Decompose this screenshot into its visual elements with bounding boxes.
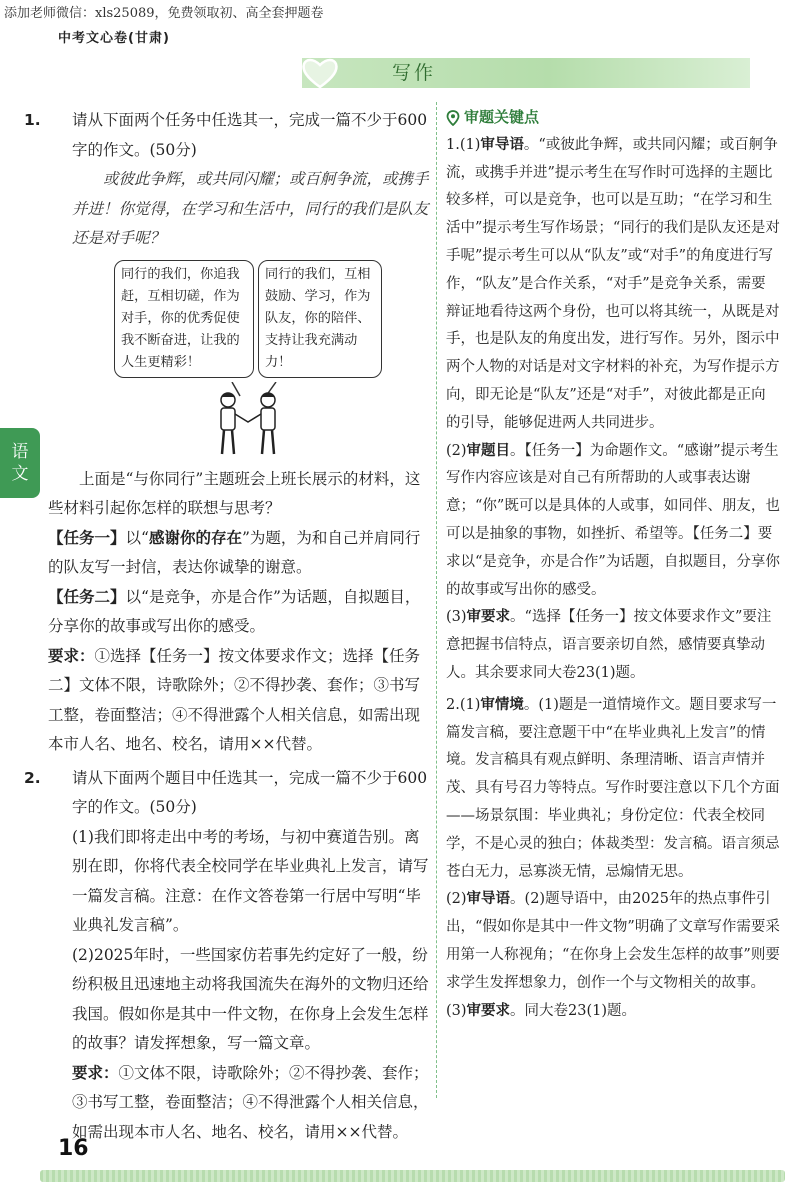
handshake-students-illustration [188,382,308,458]
key-points-title: 审题关键点 [464,108,540,126]
analysis-2-1 [446,692,780,887]
analysis-text: 。(1)题是一道情境作文。题目要求写一篇发言稿，要注意题干中“在毕业典礼上发言”的情境。发言稿具有观点鲜明、条理清晰、语言声情并茂、具有号召力等特点。写作时要注意以下几个方面——场景氛围：毕业典礼；身份定位：代表全校同学，不是心灵的独白；体裁类型：发言稿。语言须忌苍白无力，忌寡淡无情，忌煽情无思。 [446,696,780,880]
q2-req-text: ①文体不限，诗歌除外；②不得抄袭、套作；③书写工整，卷面整洁；④不得泄露个人相关信息，如需出现本市人名、地名、校名，请用××代替。 [72,1063,429,1141]
questions-column [24,106,430,1147]
section-title: 写作 [392,62,437,84]
task-one-text-b: ”为题，为和自己并肩同行的队友写一封信，表达你诚挚的谢意。 [48,528,421,576]
analysis-text: 。“或彼此争辉，或共同闪耀；或百舸争流，或携手并进”提示考生在写作时可选择的主题比较多样，可以是竞争，也可以是互助；“在学习和生活中”提示考生写作场景；“同行的我们是队友还是对手呢”提示考生可以从“队友”或“对手”的角度进行写作，“队友”是合作关系，“对手”是竞争关系，需要辩证地看待这两个身份，也可以将其统一，从既是对手，也是队友的角度出发，进行写作。另外，图示中两个人物的对话是对文字材料的补充，为写作提示方向，即无论是“队友”还是“对手”，对彼此都是正向的引导，能够促进两人共同进步。 [446,136,780,431]
q1-handwritten-text: 或彼此争辉，或共同闪耀；或百舸争流，或携手并进！你觉得，在学习和生活中，同行的我们是队友还是对手呢？ [72,170,429,247]
analysis-lead: (2) [446,891,467,908]
key-points-heading [446,104,780,132]
page-number: 16 [58,1136,89,1161]
analysis-column [446,104,780,1025]
q2-prompt-text: 请从下面两个题目中任选其一，完成一篇不少于600字的作文。(50分) [72,768,428,816]
q2-requirements [48,1059,430,1148]
q2-req-label: 要求： [72,1063,119,1082]
task-two-text: 以“是竞争，亦是合作”为话题，自拟题目，分享你的故事或写出你的感受。 [48,587,421,635]
task-two-tag: 【任务二】 [48,587,126,606]
analysis-label: 审情境 [480,696,524,713]
section-header-bar [302,58,750,88]
footer-bar [40,1170,785,1182]
analysis-lead: 1.(1) [446,136,481,153]
q1-task-one [48,524,430,583]
watermark-text: 添加老师微信：xls25089，免费领取初、高全套押题卷 [4,6,324,21]
side-tab-char: 文 [11,464,29,484]
q1-req-label: 要求： [48,646,95,665]
q1-prompt [24,106,430,165]
analysis-text: 。【任务一】为命题作文。“感谢”提示考生写作内容应该是对自己有所帮助的人或事表达谢意；“你”既可以是具体的人或事，如同伴、朋友，也可以是抽象的事物，如挫折、希望等。【任务二】要求以“是竞争，亦是合作”为话题，自拟题目，分享你的故事或写出你的感受。 [446,442,780,598]
side-tab-char: 语 [11,442,29,462]
q2-option-two: (2)2025年时，一些国家仿若事先约定好了一般，纷纷积极且迅速地主动将我国流失在海外的文物归还给我国。假如你是其中一件文物，在你身上会发生怎样的故事？请发挥想象，写一篇文章。 [72,945,429,1052]
analysis-text: 。“选择【任务一】按文体要求作文”要注意把握书信特点，语言要亲切自然，感情要真挚动人。其余要求同大卷23(1)题。 [446,609,772,681]
q1-requirements [48,642,430,760]
analysis-2-3 [446,998,780,1026]
task-one-tag: 【任务一】 [48,528,126,547]
analysis-lead: (3) [446,609,467,626]
analysis-label: 审题目 [466,442,511,459]
q2-number: 2. [24,768,41,787]
analysis-text: 。同大卷23(1)题。 [510,1002,637,1019]
analysis-label: 审导语 [466,891,511,908]
analysis-text: 。(2)题导语中，由2025年的热点事件引出，“假如你是其中一件文物”明确了文章写作需要采用第一人称视角；“在你身上会发生怎样的故事”则要求学生发挥想象力，创作一个与文物相关的故事。 [446,891,780,991]
analysis-label: 审要求 [466,609,511,626]
task-one-title: 感谢你的存在 [148,528,242,547]
analysis-1-2 [446,438,780,605]
analysis-1-1 [446,132,780,438]
q1-illustration [48,256,430,461]
analysis-label: 审导语 [480,136,524,153]
heart-icon [300,56,340,90]
q1-number: 1. [24,111,41,129]
analysis-lead: (3) [446,1002,467,1019]
analysis-lead: 2.(1) [446,696,481,713]
analysis-1-3 [446,604,780,687]
subject-side-tab [0,428,40,498]
task-one-text-a: 以“ [125,528,149,547]
q1-task-two [48,583,430,642]
analysis-lead: (2) [446,442,467,459]
series-title: 中考文心卷(甘肃) [58,31,170,46]
speech-bubble-left: 同行的我们，你追我赶，互相切磋，作为对手，你的优秀促使我不断奋进，让我的人生更精彩！ [114,260,254,378]
q2-option-one: (1)我们即将走出中考的考场，与初中赛道告别。离别在即，你将代表全校同学在毕业典礼上发言，请写一篇发言稿。注意：在作文答卷第一行居中写明“毕业典礼发言稿”。 [72,827,429,934]
q2-prompt [24,764,430,823]
analysis-label: 审要求 [466,1002,511,1019]
analysis-2-2 [446,886,780,997]
q1-req-text: ①选择【任务一】按文体要求作文；选择【任务二】文体不限，诗歌除外；②不得抄袭、套作；③书写工整，卷面整洁；④不得泄露个人相关信息，如需出现本市人名、地名、校名，请用××代替。 [48,646,421,753]
column-divider [436,102,437,1098]
location-pin-icon [446,110,460,126]
q1-context: 上面是“与你同行”主题班会上班长展示的材料，这些材料引起你怎样的联想与思考？ [48,469,421,517]
q1-prompt-text: 请从下面两个任务中任选其一，完成一篇不少于600字的作文。(50分) [72,111,428,159]
speech-bubble-right: 同行的我们，互相鼓励、学习，作为队友，你的陪伴、支持让我充满动力！ [258,260,382,378]
